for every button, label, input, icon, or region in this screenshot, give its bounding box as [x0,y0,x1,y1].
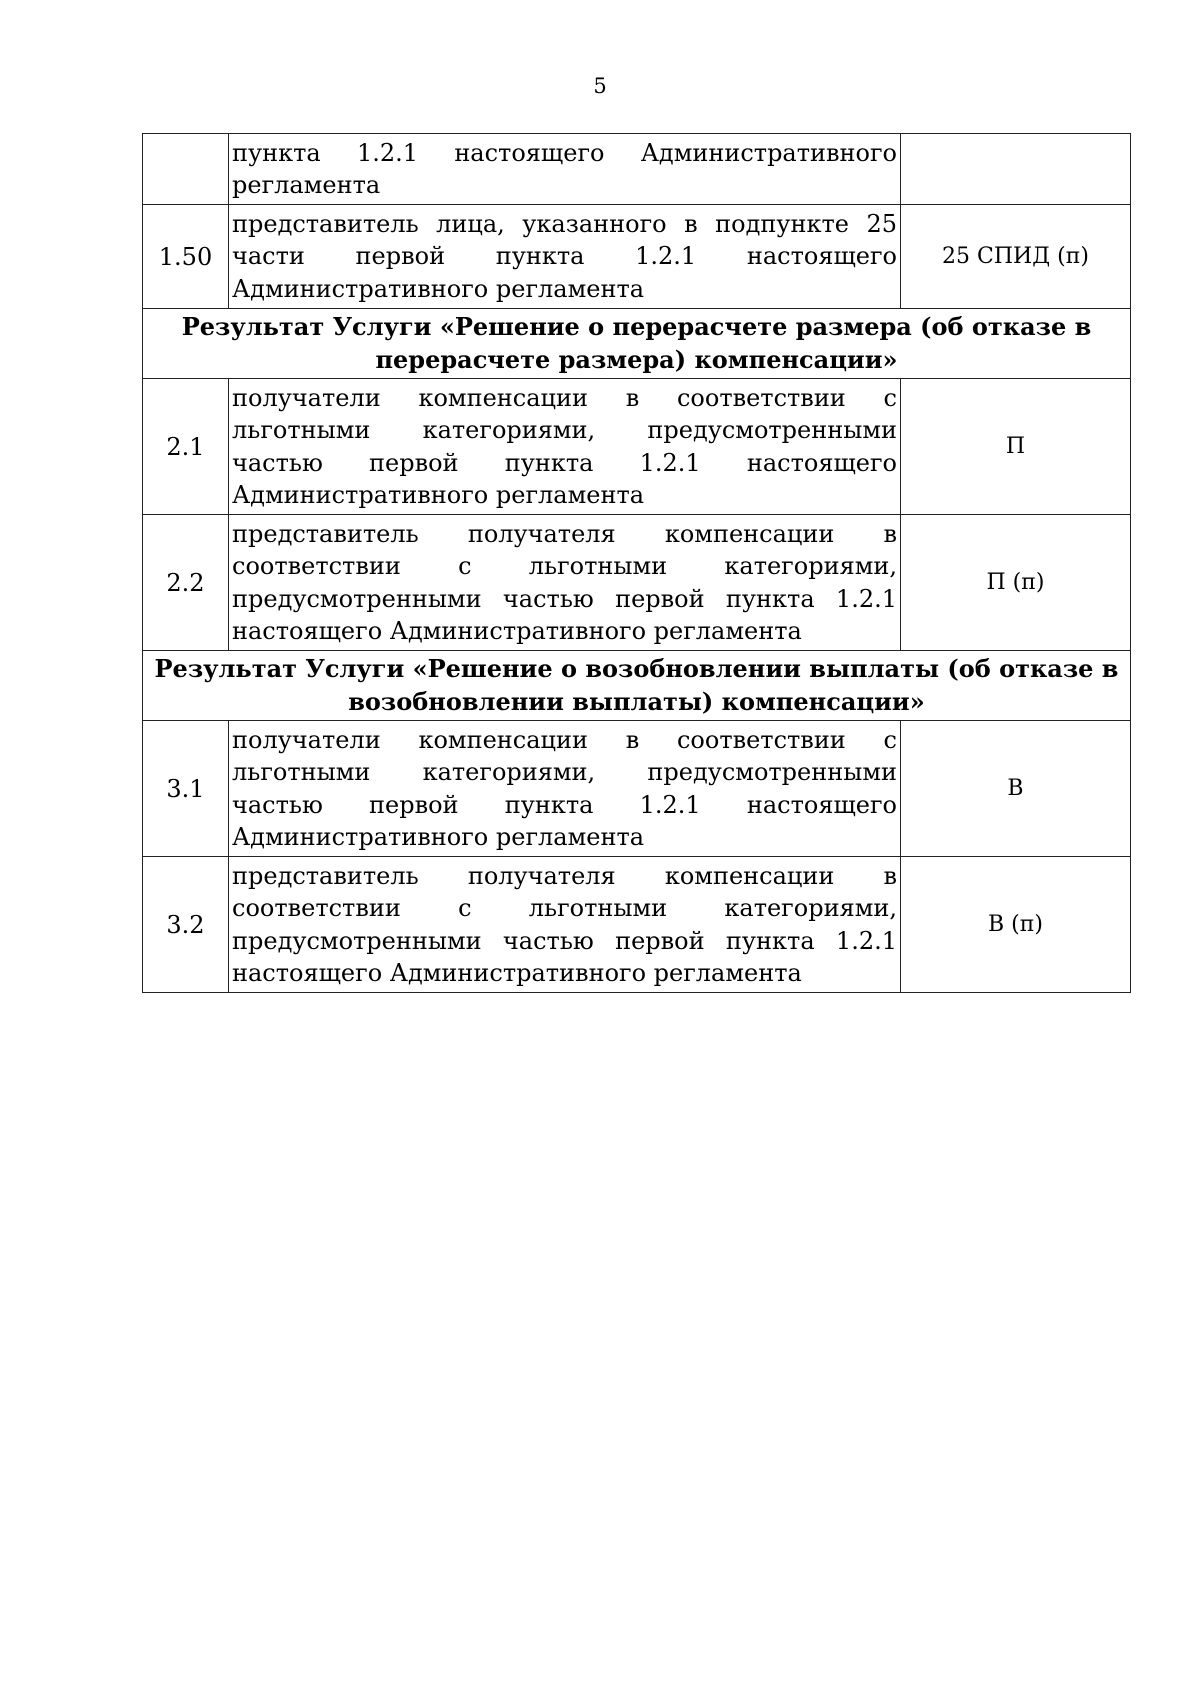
row-code: В (п) [901,857,1131,993]
table-row-3-1 [143,721,1131,857]
row-code: 25 СПИД (п) [901,205,1131,309]
table-row-continuation [143,134,1131,205]
regulation-table [142,133,1131,993]
page-number: 5 [593,74,607,98]
section-title: Результат Услуги «Решение о возобновлении выплаты (об отказе в возобновлении выплаты) компенсации» [143,651,1131,721]
row-description: представитель получателя компенсации в соответствии с льготными категориями, предусмотренными частью первой пункта 1.2.1 настоящего Административного регламента [229,515,901,651]
row-description: пункта 1.2.1 настоящего Административного регламента [229,134,901,205]
row-code: П (п) [901,515,1131,651]
row-code: П [901,379,1131,515]
row-description: получатели компенсации в соответствии с льготными категориями, предусмотренными частью первой пункта 1.2.1 настоящего Административного регламента [229,379,901,515]
table-row-2-1 [143,379,1131,515]
row-description: представитель лица, указанного в подпункте 25 части первой пункта 1.2.1 настоящего Административного регламента [229,205,901,309]
row-code: В [901,721,1131,857]
table-row-1-50 [143,205,1131,309]
row-description: представитель получателя компенсации в соответствии с льготными категориями, предусмотренными частью первой пункта 1.2.1 настоящего Административного регламента [229,857,901,993]
row-number [143,134,229,205]
section-title: Результат Услуги «Решение о перерасчете размера (об отказе в перерасчете размера) компенсации» [143,309,1131,379]
row-description: получатели компенсации в соответствии с льготными категориями, предусмотренными частью первой пункта 1.2.1 настоящего Административного регламента [229,721,901,857]
row-number: 2.1 [143,379,229,515]
section-header-resumption [143,651,1131,721]
row-number: 3.2 [143,857,229,993]
row-number: 3.1 [143,721,229,857]
row-code [901,134,1131,205]
row-number: 2.2 [143,515,229,651]
table-row-3-2 [143,857,1131,993]
table-row-2-2 [143,515,1131,651]
row-number: 1.50 [143,205,229,309]
section-header-recalculation [143,309,1131,379]
